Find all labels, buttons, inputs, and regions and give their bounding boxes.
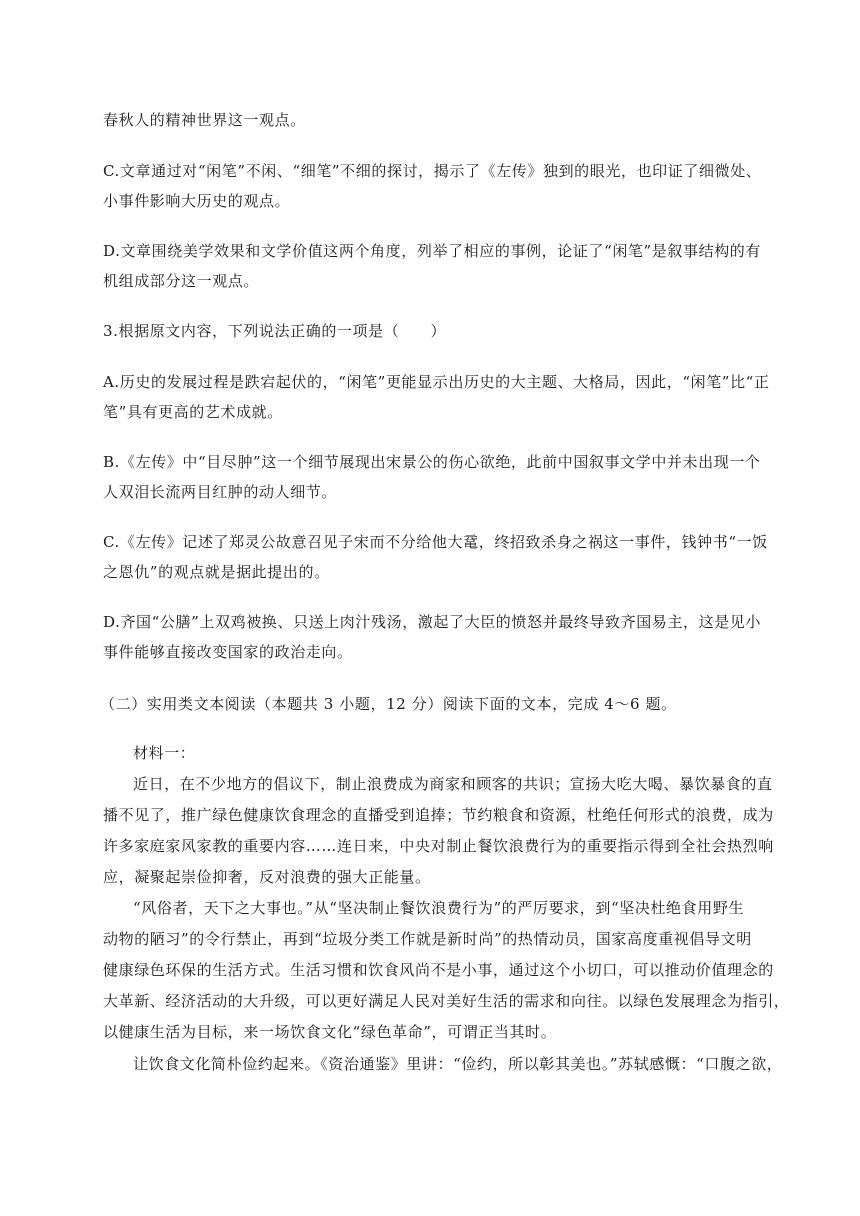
q3-option-c-line-1: C.《左传》记述了郑灵公故意召见子宋而不分给他大鼋，终招致杀身之祸这一事件，钱钟书“一饭 [103, 533, 768, 551]
option-d-line-1: D.文章围绕美学效果和文学价值这两个角度，列举了相应的事例，论证了“闲笔”是叙事结构的有 [103, 242, 762, 260]
q3-option-c-line-2: 之恩仇”的观点就是据此提出的。 [103, 563, 330, 581]
q3-option-b-line-1: B.《左传》中“目尽肿”这一个细节展现出宋景公的伤心欲绝，此前中国叙事文学中并未出现一个 [103, 453, 761, 471]
option-d-line-2: 机组成部分这一观点。 [103, 272, 260, 290]
material-one-label: 材料一： [133, 744, 196, 762]
paragraph-line: 近日，在不少地方的倡议下，制止浪费成为商家和顾客的共识；宣扬大吃大喝、暴饮暴食的直 [133, 775, 773, 793]
paragraph-line: 健康绿色环保的生活方式。生活习惯和饮食风尚不是小事，通过这个小切口，可以推动价值理念的 [103, 961, 774, 979]
q3-option-d-line-2: 事件能够直接改变国家的政治走向。 [103, 643, 353, 661]
paragraph-line: 动物的陋习”的令行禁止，再到“垃圾分类工作就是新时尚”的热情动员，国家高度重视倡导文明 [103, 930, 752, 948]
q3-option-a-line-2: 笔”具有更高的艺术成就。 [103, 403, 283, 421]
paragraph-line: 许多家庭家风家教的重要内容……连日来，中央对制止餐饮浪费行为的重要指示得到全社会热烈响 [103, 837, 774, 855]
paragraph-line: 应，凝聚起崇俭抑奢，反对浪费的强大正能量。 [103, 868, 431, 886]
option-c-line-2: 小事件影响大历史的观点。 [103, 192, 291, 210]
text-line: 春秋人的精神世界这一观点。 [103, 111, 306, 129]
paragraph-line: “风俗者，天下之大事也。”从“坚决制止餐饮浪费行为”的严厉要求，到“坚决杜绝食用野生 [133, 899, 745, 917]
section-heading: （二）实用类文本阅读（本题共 3 小题，12 分）阅读下面的文本，完成 4～6 题。 [100, 695, 677, 713]
q3-option-d-line-1: D.齐国“公膳”上双鸡被换、只送上肉汁残汤，激起了大臣的愤怒并最终导致齐国易主，这是见小 [103, 613, 762, 631]
paragraph-line: 让饮食文化简朴俭约起来。《资治通鉴》里讲：“俭约，所以彰其美也。”苏轼感慨：“口腹之欲， [133, 1055, 783, 1073]
option-c-line-1: C.文章通过对“闲笔”不闲、“细笔”不细的探讨，揭示了《左传》独到的眼光，也印证了细微处、 [103, 162, 762, 180]
q3-option-a-line-1: A.历史的发展过程是跌宕起伏的，“闲笔”更能显示出历史的大主题、大格局，因此，“闲笔”比“正 [103, 373, 770, 391]
paragraph-line: 大革新、经济活动的大升级，可以更好满足人民对美好生活的需求和向往。以绿色发展理念为指引， [103, 992, 790, 1010]
question-3: 3.根据原文内容，下列说法正确的一项是（ ） [103, 322, 447, 340]
q3-option-b-line-2: 人双泪长流两目红肿的动人细节。 [103, 483, 338, 501]
paragraph-line: 以健康生活为目标，来一场饮食文化“绿色革命”，可谓正当其时。 [103, 1023, 557, 1041]
paragraph-line: 播不见了，推广绿色健康饮食理念的直播受到追捧；节约粮食和资源，杜绝任何形式的浪费，成为 [103, 806, 774, 824]
